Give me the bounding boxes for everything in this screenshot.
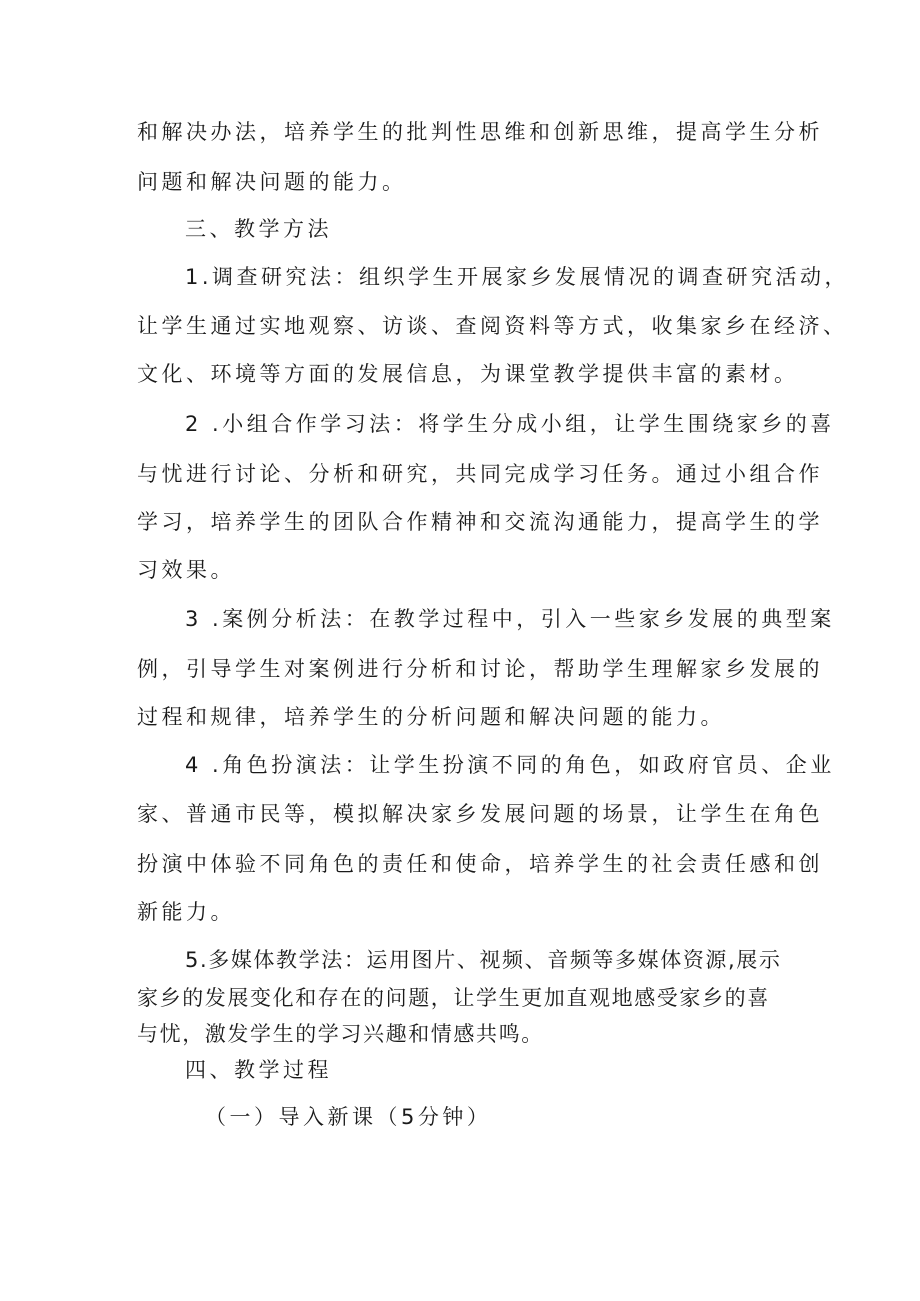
text-line: 与忧进行讨论、分析和研究，共同完成学习任务。通过小组合作 — [137, 462, 823, 486]
text-line: 问题和解决问题的能力。 — [137, 170, 407, 194]
text-line: 家、普通市民等，模拟解决家乡发展问题的场景，让学生在角色 — [137, 802, 823, 826]
text-line: 3 .案例分析法：在教学过程中，引入一些家乡发展的典型案 — [185, 607, 835, 631]
subsection-heading-introduction: （一）导入新课（5分钟） — [205, 1105, 492, 1129]
text-line: 文化、环境等方面的发展信息，为课堂教学提供丰富的素材。 — [137, 362, 799, 386]
section-heading-teaching-methods: 三、教学方法 — [185, 217, 332, 241]
text-line: 过程和规律，培养学生的分析问题和解决问题的能力。 — [137, 705, 725, 729]
text-line: 4 .角色扮演法：让学生扮演不同的角色，如政府官员、企业 — [185, 753, 835, 777]
text-line: 5.多媒体教学法：运用图片、视频、音频等多媒体资源,展示 — [185, 948, 782, 972]
text-line: 1.调查研究法：组织学生开展家乡发展情况的调查研究活动， — [185, 265, 850, 289]
text-line: 家乡的发展变化和存在的问题，让学生更加直观地感受家乡的喜 — [137, 986, 770, 1010]
section-heading-teaching-process: 四、教学过程 — [185, 1058, 332, 1082]
text-line: 2 .小组合作学习法：将学生分成小组，让学生围绕家乡的喜 — [185, 412, 835, 436]
text-line: 让学生通过实地观察、访谈、查阅资料等方式，收集家乡在经济、 — [137, 314, 848, 338]
text-line: 学习，培养学生的团队合作精神和交流沟通能力，提高学生的学 — [137, 510, 823, 534]
text-line: 与忧，激发学生的学习兴趣和情感共鸣。 — [137, 1022, 544, 1046]
text-line: 新能力。 — [137, 900, 235, 924]
text-line: 和解决办法，培养学生的批判性思维和创新思维，提高学生分析 — [137, 120, 823, 144]
text-line: 习效果。 — [137, 558, 235, 582]
text-line: 例，引导学生对案例进行分析和讨论，帮助学生理解家乡发展的 — [137, 657, 823, 681]
text-line: 扮演中体验不同角色的责任和使命，培养学生的社会责任感和创 — [137, 852, 823, 876]
